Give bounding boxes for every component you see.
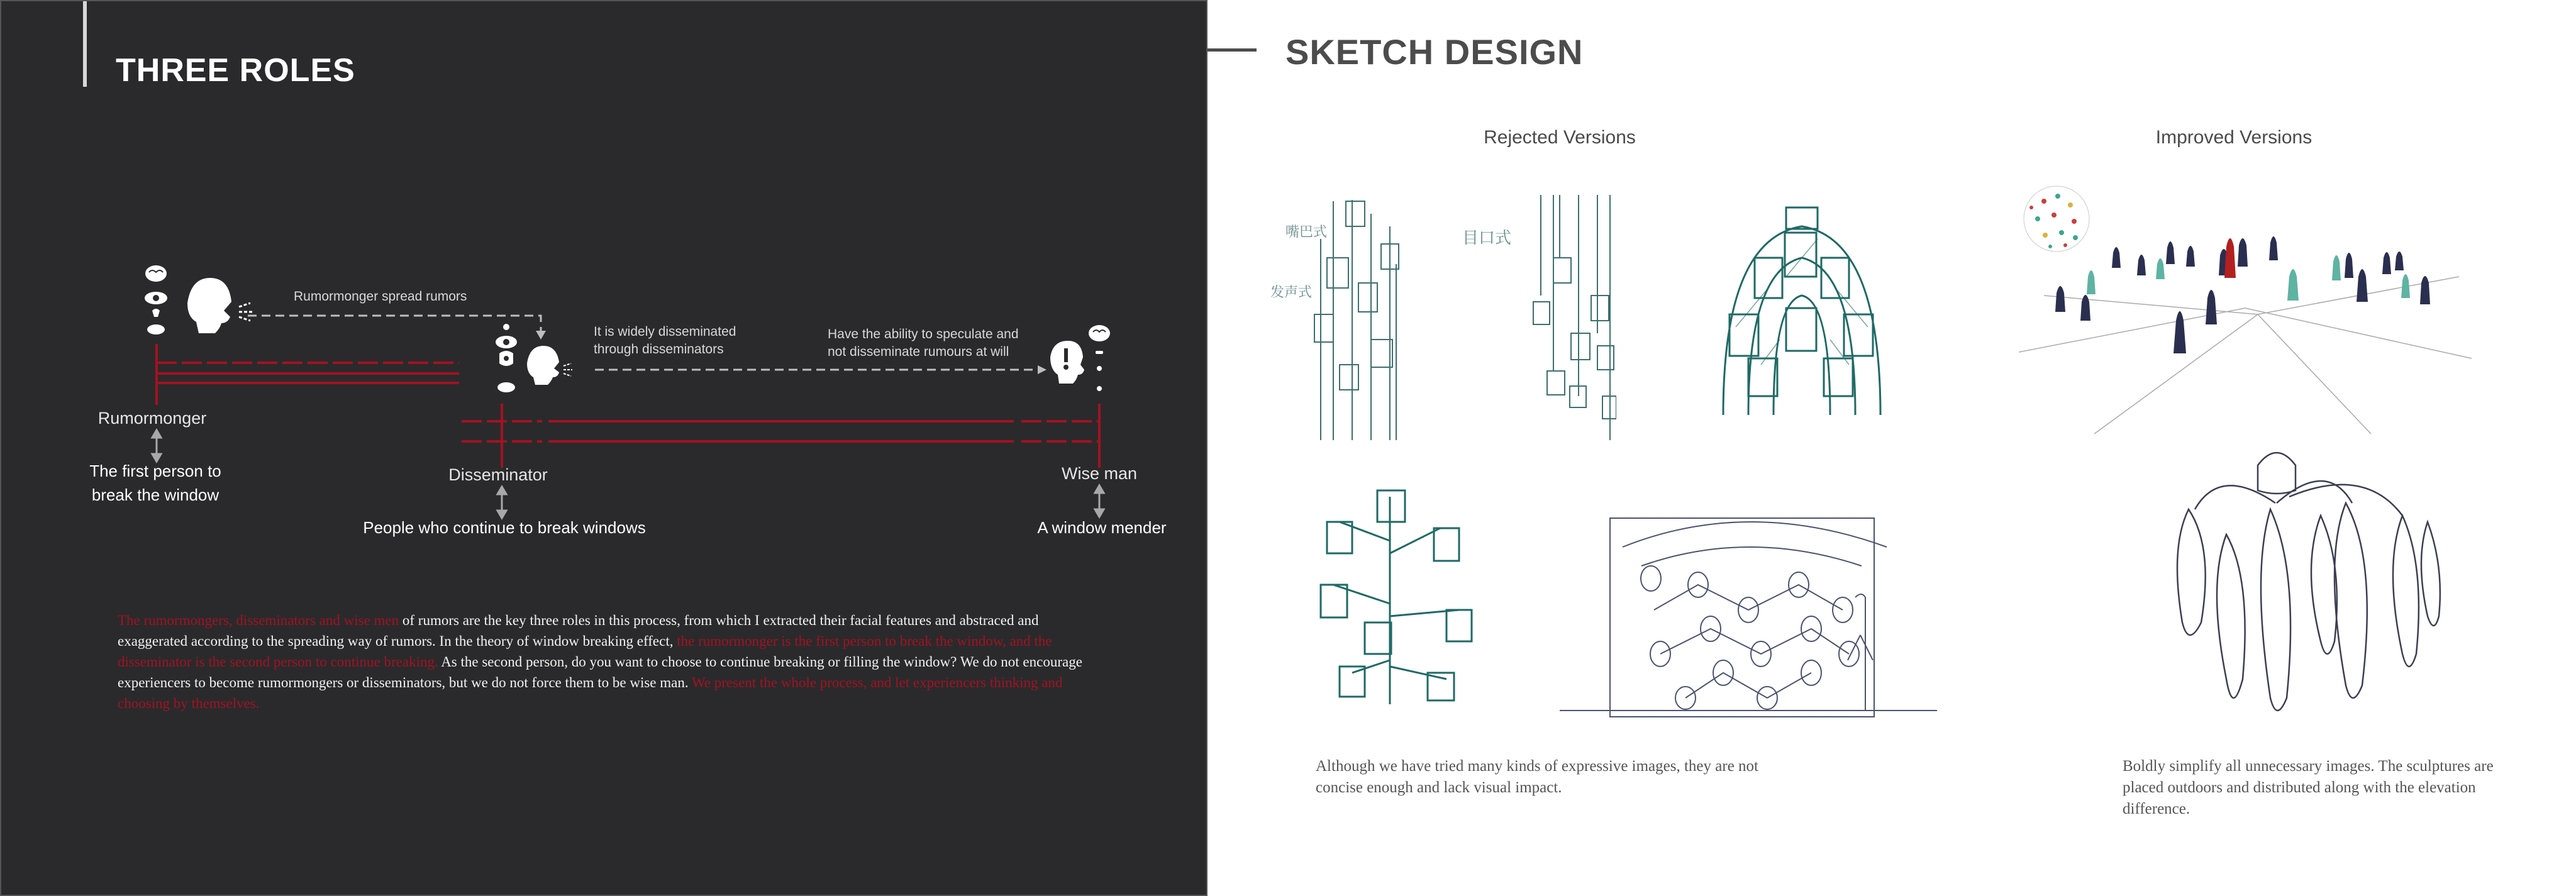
wise-man-head-icon	[1050, 341, 1084, 384]
rumormonger-face-icons	[145, 265, 167, 335]
panel-title-sketch-design: SKETCH DESIGN	[1285, 32, 1584, 72]
improved-sketch-standing-figures	[2163, 440, 2446, 723]
panel-title-three-roles: THREE ROLES	[116, 52, 355, 89]
label-double-arrows	[152, 430, 1104, 518]
annotation-widely-disseminated-line1: It is widely disseminated	[594, 324, 736, 339]
rejected-sketch-hanging-masks	[1528, 189, 1616, 453]
sketch-design-panel	[1208, 0, 2576, 896]
annotation-speculate	[828, 326, 1019, 361]
role-desc-rumormonger-line1: The first person to	[89, 462, 221, 480]
rejected-versions-caption: Although we have tried many kinds of expressive images, they are not concise enough and lack visual impact.	[1316, 758, 1758, 796]
handwriting-note-2: 目口式	[1462, 229, 1512, 248]
role-label-disseminator: Disseminator	[448, 465, 548, 484]
red-connection-lines	[157, 344, 1099, 468]
rejected-sketch-mask-tree	[1314, 484, 1484, 711]
improved-versions-heading: Improved Versions	[2155, 127, 2312, 148]
handwriting-note-1: 嘴巴式	[1285, 224, 1328, 240]
annotation-speculate-line1: Have the ability to speculate and	[828, 327, 1019, 341]
paragraph-text-1: of rumors are the key three roles in this process, from which I extracted their facial features and abstraced and exaggerated according to the spreading way of rumors. In the theory of window breaking effect,	[118, 612, 1039, 649]
rejected-sketch-mask-dome	[1711, 201, 1893, 434]
paragraph-text-2: As the second person, do you want to choose to continue breaking or filling the window? We do not encourage experiencers to become rumormongers or disseminators, but we do not force them to be wise man.	[118, 654, 1082, 690]
role-label-rumormonger: Rumormonger	[97, 409, 207, 428]
rejected-sketch-mask-strings	[1560, 509, 1937, 723]
paragraph-red-conclusion: We present the whole process, and let experiencers thinking and choosing by themselves.	[118, 675, 1063, 711]
rumormonger-shouting-head-icon	[187, 278, 253, 333]
improved-versions-caption: Boldly simplify all unnecessary images. The sculptures are placed outdoors and distributed along with the elevation difference.	[2123, 758, 2494, 817]
annotation-widely-disseminated-line2: through disseminators	[594, 342, 724, 357]
improved-sketch-color-sculptures	[2019, 182, 2472, 440]
dotted-sphere-icon	[2024, 186, 2089, 252]
role-desc-rumormonger	[70, 459, 240, 507]
disseminator-speaking-head-icon	[527, 346, 572, 385]
paragraph-red-roles: The rumormongers, disseminators and wise men	[118, 612, 399, 628]
spread-arrow	[248, 316, 541, 333]
red-sculpture	[2224, 238, 2236, 278]
role-label-wise-man: Wise man	[1061, 464, 1138, 483]
title-accent-bar	[83, 1, 87, 87]
three-roles-panel	[0, 0, 1208, 896]
role-desc-rumormonger-line2: break the window	[91, 485, 219, 504]
handwriting-note-3: 发声式	[1270, 285, 1313, 301]
annotation-widely-disseminated	[594, 323, 736, 358]
wise-man-face-icons	[1089, 325, 1110, 391]
role-desc-wise-man: A window mender	[1037, 518, 1167, 537]
role-desc-disseminator: People who continue to break windows	[363, 518, 646, 537]
annotation-spread-rumors: Rumormonger spread rumors	[294, 289, 467, 304]
rejected-versions-heading: Rejected Versions	[1484, 127, 1636, 148]
navy-sculptures	[2055, 236, 2430, 353]
three-roles-paragraph	[118, 610, 1105, 714]
paragraph-red-window-theory: the rumormonger is the first person to break the window, and the disseminator is the second person to continue breaking.	[118, 633, 1052, 670]
disseminate-arrowhead	[1038, 365, 1046, 374]
annotation-speculate-line2: not disseminate rumours at will	[828, 345, 1009, 359]
title-rule	[1208, 48, 1257, 52]
spread-arrowhead	[536, 331, 546, 340]
disseminator-face-icons	[496, 324, 517, 392]
